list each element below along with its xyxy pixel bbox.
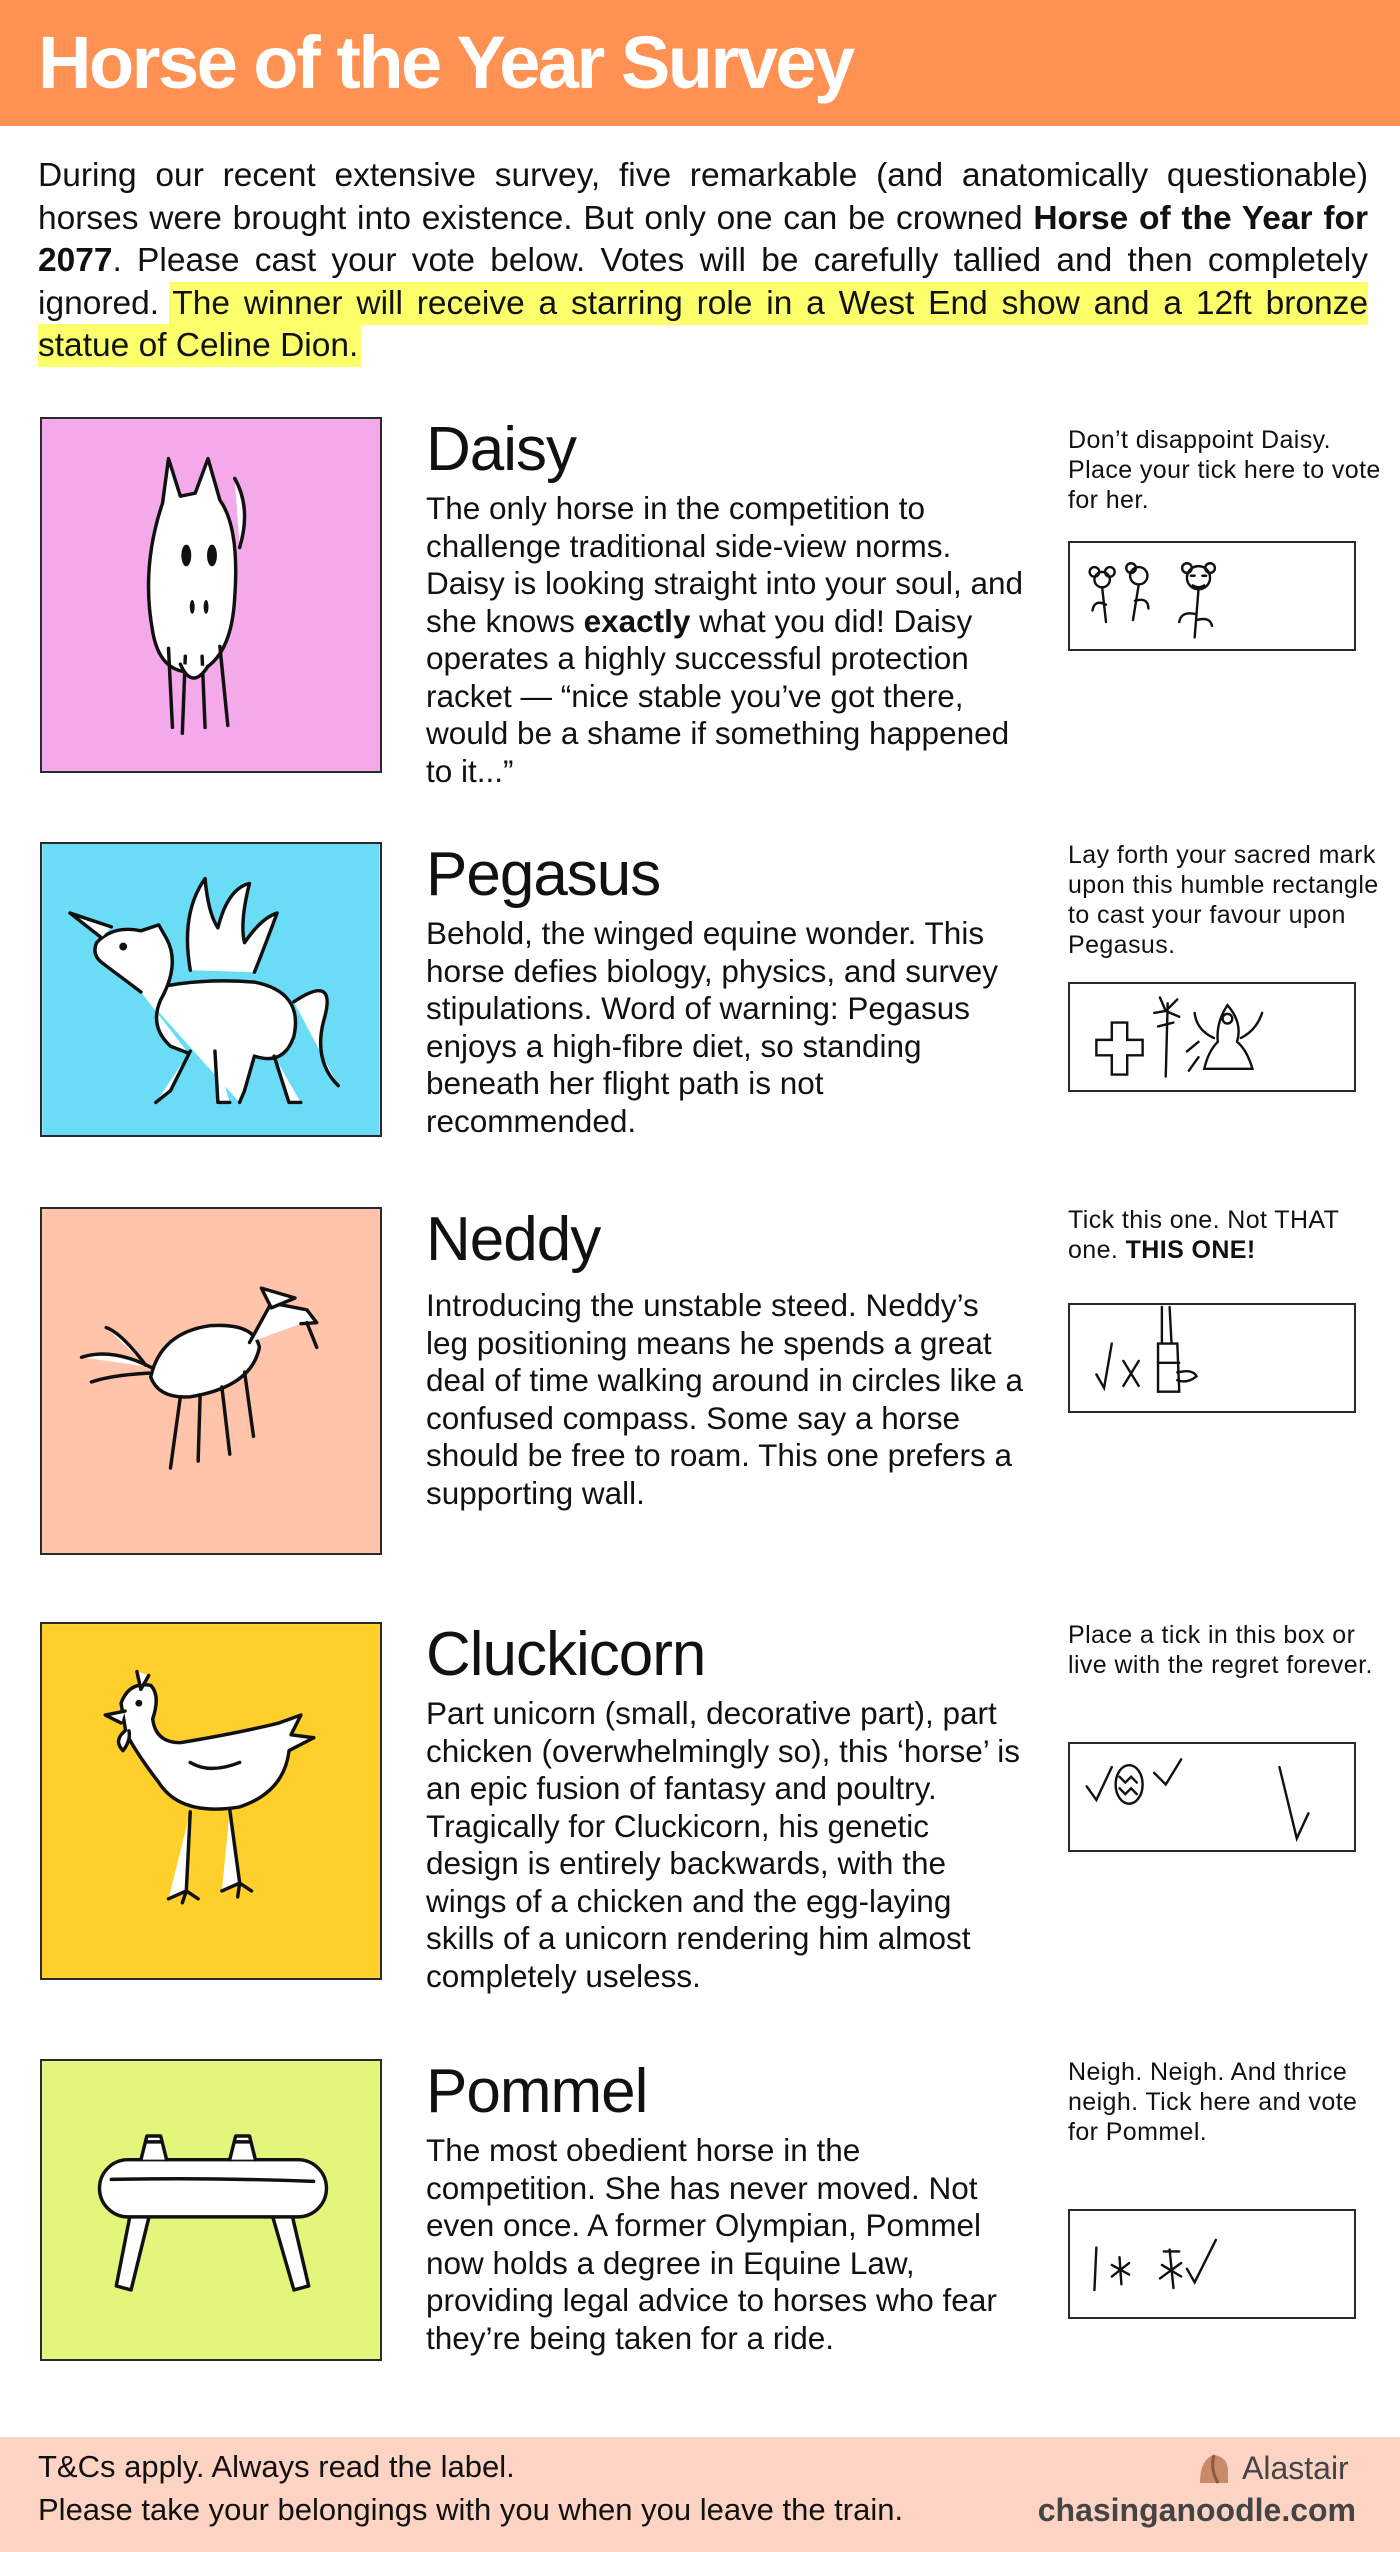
neddy-description: Introducing the unstable steed. Neddy’s leg positioning means he spends a great deal of time walking around in circles like a confused compass. Some say a horse should be free to roam. This one prefers a supporting wall.: [426, 1287, 1024, 1511]
cluckicorn-name: Cluckicorn: [426, 1620, 706, 1689]
daisy-desc-text: The only horse in the competition to challenge traditional side-view norms. Daisy is looking straight into your soul, and she knows: [426, 490, 1024, 639]
intro-paragraph: [38, 155, 1368, 368]
pegasus-vote-box[interactable]: [1068, 982, 1356, 1092]
pegasus-description: Behold, the winged equine wonder. This horse defies biology, physics, and survey stipulations. Word of warning: Pegasus enjoys a high-fibre diet, so standing beneath her flight path is not recommended.: [426, 915, 998, 1139]
footer-line-2: Please take your belongings with you when you leave the train.: [38, 2492, 904, 2527]
pegasus-vote-prompt: Lay forth your sacred mark upon this humble rectangle to cast your favour upon Pegasus.: [1068, 841, 1379, 959]
intro-bold: Horse of the Year for 2077: [38, 199, 1368, 279]
intro-highlight: The winner will receive a starring role in a West End show and a 12ft bronze statue of Celine Dion.: [38, 284, 1369, 364]
cluckicorn-vote-box[interactable]: [1068, 1742, 1356, 1852]
flower-doodles-icon: [1070, 543, 1354, 649]
tick-star-doodles-icon: [1070, 2211, 1354, 2317]
daisy-desc-after: what you did! Daisy operates a highly successful protection racket — “nice stable you’ve got there, would be a shame if something happened to it...”: [426, 602, 1010, 789]
footer-line-1: T&Cs apply. Always read the label.: [38, 2449, 515, 2484]
cluckicorn-vote-prompt: Place a tick in this box or live with the regret forever.: [1068, 1621, 1373, 1679]
brand-name: Alastair: [1242, 2450, 1349, 2486]
neddy-vote-text: Tick this one. Not THAT one.: [1068, 1206, 1339, 1264]
intro-text: During our recent extensive survey, five remarkable (and anatomically questionable) horses were brought into existence. But only one can be crowned: [38, 157, 1368, 237]
pegasus-picture: [40, 842, 382, 1137]
page-title: Horse of the Year Survey: [38, 21, 853, 104]
tick-egg-doodles-icon: [1070, 1744, 1354, 1850]
neddy-vote-prompt: [1068, 1205, 1388, 1265]
cluckicorn-description: Part unicorn (small, decorative part), part chicken (overwhelmingly so), this ‘horse’ is an epic fusion of fantasy and poultry. Tragically for Cluckicorn, his genetic design is entirely backwards, with the wings of a chicken and the egg-laying skills of a unicorn rendering him almost completely useless.: [426, 1695, 1021, 1994]
neddy-vote-box[interactable]: [1068, 1303, 1356, 1413]
neddy-picture: [40, 1207, 382, 1555]
daisy-name: Daisy: [426, 415, 577, 484]
daisy-desc-bold: exactly: [583, 602, 691, 639]
header-banner: [0, 0, 1400, 126]
daisy-description: [426, 490, 1026, 790]
pegasus-drawing-icon: [42, 844, 380, 1135]
pommel-vote-box[interactable]: [1068, 2209, 1356, 2319]
tick-cross-doodles-icon: [1070, 1305, 1354, 1411]
brand-url[interactable]: chasinganoodle.com: [1037, 2492, 1356, 2528]
pegasus-name: Pegasus: [426, 840, 661, 909]
daisy-horse-drawing-icon: [42, 419, 380, 771]
daisy-vote-box[interactable]: [1068, 541, 1356, 651]
pommel-vote-prompt: Neigh. Neigh. And thrice neigh. Tick here and vote for Pommel.: [1068, 2058, 1358, 2146]
pommel-name: Pommel: [426, 2057, 648, 2126]
cross-wand-angel-doodles-icon: [1070, 984, 1354, 1090]
pommel-description: The most obedient horse in the competition. She has never moved. Not even once. A former Olympian, Pommel now holds a degree in Equine Law, providing legal advice to horses who fear they’re being taken for a ride.: [426, 2132, 997, 2356]
intro-text-after: . Please cast your vote below. Votes will be carefully tallied and then completely ignored.: [38, 242, 1368, 322]
pommel-picture: [40, 2059, 382, 2361]
pommel-horse-drawing-icon: [42, 2061, 380, 2359]
neddy-drawing-icon: [42, 1209, 380, 1553]
footer: [0, 2437, 1400, 2552]
daisy-vote-prompt: Don’t disappoint Daisy. Place your tick here to vote for her.: [1068, 426, 1381, 514]
cluckicorn-picture: [40, 1622, 382, 1980]
daisy-picture: [40, 417, 382, 773]
cluckicorn-drawing-icon: [42, 1624, 380, 1978]
neddy-name: Neddy: [426, 1205, 601, 1274]
noodle-logo-icon: [1196, 2451, 1232, 2485]
neddy-vote-bold: THIS ONE!: [1125, 1236, 1256, 1264]
